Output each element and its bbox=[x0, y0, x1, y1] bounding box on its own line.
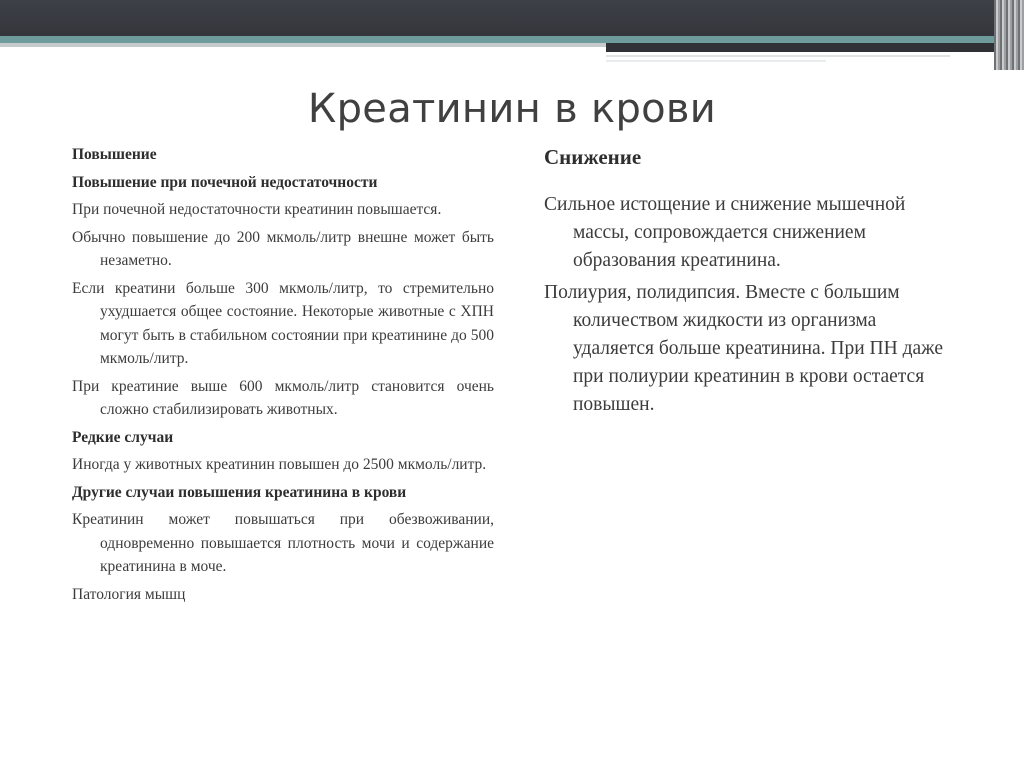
paragraph: Обычно повышение до 200 мкмоль/литр внешне может быть незаметно. bbox=[72, 228, 494, 269]
paragraph: Иногда у животных креатинин повышен до 2500 мкмоль/литр. bbox=[72, 456, 487, 473]
paragraph: Сильное истощение и снижение мышечной массы, сопровождается снижением образования креатинина. bbox=[544, 194, 906, 271]
top-banner bbox=[0, 0, 1024, 36]
left-column bbox=[72, 143, 494, 610]
paragraph: Креатинин может повышаться при обезвоживании, одновременно повышается плотность мочи и содержание креатинина в моче. bbox=[72, 511, 494, 575]
accent-stripe-dark bbox=[606, 43, 1006, 52]
paragraph: При почечной недостаточности креатинин повышается. bbox=[72, 201, 442, 218]
right-column bbox=[544, 143, 944, 423]
accent-line bbox=[606, 55, 950, 57]
paragraph: При креатиние выше 600 мкмоль/литр становится очень сложно стабилизировать животных. bbox=[72, 377, 494, 418]
slide-title: Креатинин в крови bbox=[307, 86, 717, 132]
paragraph: Патология мышц bbox=[72, 585, 186, 603]
subheading-other-cases: Другие случаи повышения креатинина в крови bbox=[72, 483, 407, 501]
paragraph: Если креатини больше 300 мкмоль/литр, то стремительно ухудшается общее состояние. Некоторые животные с ХПН могут быть в стабильном состоянии при креатинине до 500 мкмоль/литр. bbox=[72, 279, 494, 367]
accent-stripe-teal bbox=[0, 36, 1006, 43]
section-heading-increase: Повышение bbox=[72, 146, 157, 163]
section-heading-decrease: Снижение bbox=[544, 145, 642, 169]
paragraph: Полиурия, полидипсия. Вместе с большим количеством жидкости из организма удаляется больше креатинина. При ПН даже при полиурии креатинин в крови остается повышен. bbox=[544, 282, 944, 415]
decorative-edge bbox=[994, 0, 1024, 70]
accent-line bbox=[606, 60, 826, 62]
subheading-rare-cases: Редкие случаи bbox=[72, 428, 174, 446]
subheading-renal-failure: Повышение при почечной недостаточности bbox=[72, 173, 378, 191]
